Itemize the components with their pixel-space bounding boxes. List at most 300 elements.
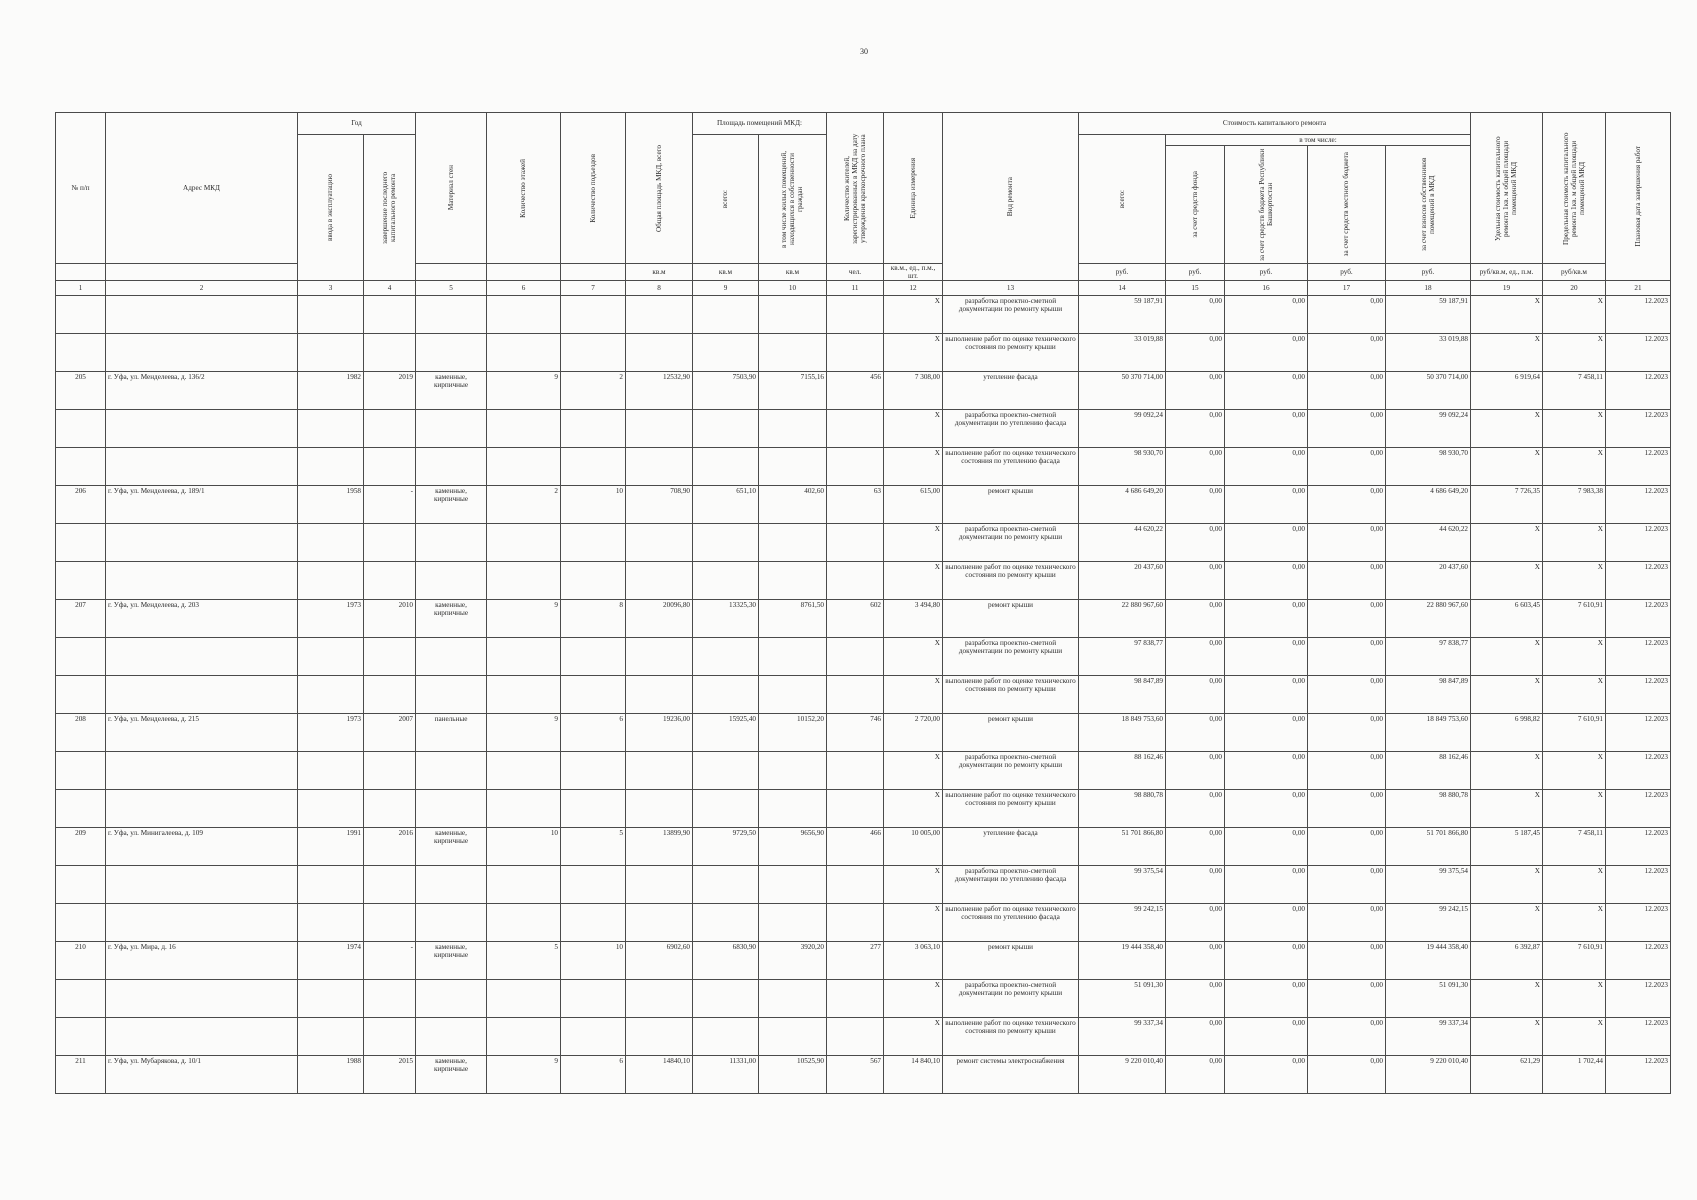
limit-cost-cell: X [1543,448,1606,486]
column-number: 11 [827,281,884,296]
address-cell [106,562,298,600]
area-residential-cell [759,296,827,334]
cost-owners-cell: 4 686 649,20 [1386,486,1471,524]
cost-local-cell: 0,00 [1308,410,1386,448]
cost-fund-cell: 0,00 [1166,980,1225,1018]
cost-owners-cell: 98 847,89 [1386,676,1471,714]
last-repair-year-cell [364,524,416,562]
total-area-cell [626,1018,693,1056]
cost-total-cell: 44 620,22 [1079,524,1166,562]
limit-cost-cell: X [1543,866,1606,904]
row-number-cell [56,524,106,562]
last-repair-year-cell: 2016 [364,828,416,866]
cost-republic-cell: 0,00 [1225,752,1308,790]
total-area-cell: 20096,80 [626,600,693,638]
page-number: 30 [860,47,868,56]
column-number: 15 [1166,281,1225,296]
cost-total-cell: 88 162,46 [1079,752,1166,790]
area-all-cell [693,562,759,600]
row-number-cell: 207 [56,600,106,638]
unit-value-cell: 2 720,00 [884,714,943,752]
cost-total-cell: 19 444 358,40 [1079,942,1166,980]
unit-cost-cell: 6 919,64 [1471,372,1543,410]
row-number-cell [56,448,106,486]
planned-date-cell: 12.2023 [1606,942,1671,980]
cost-total-cell: 20 437,60 [1079,562,1166,600]
unit-14: руб. [1079,264,1166,281]
last-repair-year-cell [364,676,416,714]
unit-cost-cell: 7 726,35 [1471,486,1543,524]
residents-cell [827,980,884,1018]
planned-date-cell: 12.2023 [1606,524,1671,562]
table-row [56,790,1671,828]
incl-header: в том числе: [1166,135,1471,146]
residents-cell: 456 [827,372,884,410]
unit-11: чел. [827,264,884,281]
residents-cell [827,1018,884,1056]
column-number: 3 [298,281,364,296]
wall-material-cell [416,334,487,372]
floors-cell [487,562,561,600]
wall-material-cell [416,904,487,942]
floors-cell [487,334,561,372]
unit-cost-cell: X [1471,790,1543,828]
total-area-cell [626,562,693,600]
commission-year-cell [298,448,364,486]
unit-cost-cell: 5 187,45 [1471,828,1543,866]
entrances-cell: 6 [561,714,626,752]
total-area-cell: 6902,60 [626,942,693,980]
col-total-area-header: Общая площадь МКД, всего [626,113,693,264]
column-number: 1 [56,281,106,296]
residents-cell [827,790,884,828]
unit-6 [487,264,561,281]
planned-date-cell: 12.2023 [1606,1018,1671,1056]
col-unit-header: Единица измерения [884,113,943,264]
table-row [56,904,1671,942]
commission-year-cell [298,1018,364,1056]
area-all-cell [693,980,759,1018]
cost-total-cell: 22 880 967,60 [1079,600,1166,638]
cost-fund-cell: 0,00 [1166,866,1225,904]
col-republic-budget-header: за счет средств бюджета Республики Башкортостан [1225,146,1308,264]
unit-value-cell: X [884,866,943,904]
address-cell: г. Уфа, ул. Менделеева, д. 215 [106,714,298,752]
area-residential-cell [759,334,827,372]
cost-fund-cell: 0,00 [1166,828,1225,866]
total-area-cell: 14840,10 [626,1056,693,1094]
repair-type-cell: выполнение работ по оценке технического состояния по утеплению фасада [943,904,1079,942]
table-row [56,486,1671,524]
area-residential-cell: 10152,20 [759,714,827,752]
unit-value-cell: X [884,676,943,714]
repair-type-cell: разработка проектно-сметной документации по ремонту крыши [943,638,1079,676]
unit-value-cell: X [884,410,943,448]
area-all-cell [693,790,759,828]
residents-cell: 277 [827,942,884,980]
residents-cell [827,296,884,334]
cost-owners-cell: 98 880,78 [1386,790,1471,828]
cost-local-cell: 0,00 [1308,600,1386,638]
cost-republic-cell: 0,00 [1225,486,1308,524]
wall-material-cell [416,790,487,828]
last-repair-year-cell: 2010 [364,600,416,638]
column-number: 18 [1386,281,1471,296]
col-residents-header: Количество жителей, зарегистрированных в МКД на дату утверждения краткосрочного плана [827,113,884,264]
cost-owners-cell: 99 242,15 [1386,904,1471,942]
cost-total-cell: 51 701 866,80 [1079,828,1166,866]
area-residential-cell [759,562,827,600]
area-residential-cell [759,410,827,448]
table-row [56,866,1671,904]
planned-date-cell: 12.2023 [1606,334,1671,372]
row-number-cell [56,638,106,676]
entrances-cell: 10 [561,486,626,524]
column-number: 12 [884,281,943,296]
column-number: 10 [759,281,827,296]
residents-cell [827,676,884,714]
commission-year-cell: 1982 [298,372,364,410]
area-all-cell [693,296,759,334]
commission-year-cell [298,904,364,942]
cost-republic-cell: 0,00 [1225,790,1308,828]
area-residential-cell [759,448,827,486]
unit-7 [561,264,626,281]
commission-year-cell [298,980,364,1018]
table-row [56,334,1671,372]
unit-value-cell: X [884,980,943,1018]
unit-cost-cell: X [1471,676,1543,714]
commission-year-cell: 1988 [298,1056,364,1094]
address-cell: г. Уфа, ул. Менделеева, д. 136/2 [106,372,298,410]
commission-year-cell: 1958 [298,486,364,524]
limit-cost-cell: X [1543,296,1606,334]
row-number-cell [56,790,106,828]
table-header [56,113,1671,296]
limit-cost-cell: 7 983,38 [1543,486,1606,524]
table-row [56,1018,1671,1056]
cost-local-cell: 0,00 [1308,904,1386,942]
residents-cell: 567 [827,1056,884,1094]
floors-cell: 9 [487,600,561,638]
planned-date-cell: 12.2023 [1606,296,1671,334]
unit-cost-cell: X [1471,1018,1543,1056]
cost-owners-cell: 33 019,88 [1386,334,1471,372]
floors-cell [487,638,561,676]
total-area-cell [626,296,693,334]
floors-cell [487,676,561,714]
area-all-cell [693,524,759,562]
cost-total-cell: 9 220 010,40 [1079,1056,1166,1094]
unit-value-cell: X [884,562,943,600]
wall-material-cell: каменные, кирпичные [416,1056,487,1094]
cost-total-cell: 99 242,15 [1079,904,1166,942]
table-row [56,828,1671,866]
row-number-cell [56,334,106,372]
repair-type-cell: разработка проектно-сметной документации по ремонту крыши [943,980,1079,1018]
column-number: 17 [1308,281,1386,296]
unit-cost-cell: X [1471,296,1543,334]
table-row [56,562,1671,600]
cost-republic-cell: 0,00 [1225,904,1308,942]
unit-value-cell: X [884,524,943,562]
unit-2 [106,264,298,281]
address-cell: г. Уфа, ул. Мубарякова, д. 10/1 [106,1056,298,1094]
repair-type-cell: выполнение работ по оценке технического состояния по ремонту крыши [943,676,1079,714]
unit-cost-cell: X [1471,752,1543,790]
commission-year-cell: 1973 [298,714,364,752]
entrances-cell [561,296,626,334]
total-area-cell: 13899,90 [626,828,693,866]
planned-date-cell: 12.2023 [1606,752,1671,790]
residents-cell [827,524,884,562]
cost-total-cell: 99 092,24 [1079,410,1166,448]
address-cell: г. Уфа, ул. Минигалеева, д. 109 [106,828,298,866]
commission-year-cell [298,334,364,372]
floors-cell [487,448,561,486]
address-cell [106,448,298,486]
repair-type-cell: разработка проектно-сметной документации по ремонту крыши [943,296,1079,334]
area-all-cell: 13325,30 [693,600,759,638]
last-repair-year-cell [364,752,416,790]
limit-cost-cell: 7 610,91 [1543,600,1606,638]
limit-cost-cell: X [1543,904,1606,942]
unit-value-cell: X [884,752,943,790]
unit-cost-cell: 6 603,45 [1471,600,1543,638]
floors-cell [487,752,561,790]
cost-owners-cell: 18 849 753,60 [1386,714,1471,752]
row-number-cell [56,980,106,1018]
cost-total-cell: 18 849 753,60 [1079,714,1166,752]
total-area-cell [626,334,693,372]
table-row [56,714,1671,752]
area-residential-cell [759,676,827,714]
cost-owners-cell: 44 620,22 [1386,524,1471,562]
cost-fund-cell: 0,00 [1166,714,1225,752]
entrances-cell [561,790,626,828]
unit-value-cell: 7 308,00 [884,372,943,410]
cost-republic-cell: 0,00 [1225,1018,1308,1056]
limit-cost-cell: X [1543,638,1606,676]
cost-local-cell: 0,00 [1308,562,1386,600]
area-residential-cell [759,980,827,1018]
column-numbers-row [56,281,1671,296]
entrances-cell: 6 [561,1056,626,1094]
residents-cell [827,866,884,904]
cost-owners-cell: 51 701 866,80 [1386,828,1471,866]
planned-date-cell: 12.2023 [1606,448,1671,486]
cost-owners-cell: 99 092,24 [1386,410,1471,448]
year-group-header: Год [298,113,416,135]
repair-type-cell: разработка проектно-сметной документации по ремонту крыши [943,524,1079,562]
planned-date-cell: 12.2023 [1606,676,1671,714]
wall-material-cell [416,410,487,448]
cost-total-cell: 59 187,91 [1079,296,1166,334]
residents-cell: 466 [827,828,884,866]
cost-total-cell: 98 930,70 [1079,448,1166,486]
unit-19: руб/кв.м, ед., п.м. [1471,264,1543,281]
table-row [56,600,1671,638]
unit-16: руб. [1225,264,1308,281]
total-area-cell [626,524,693,562]
cost-fund-cell: 0,00 [1166,600,1225,638]
limit-cost-cell: 7 610,91 [1543,942,1606,980]
repair-type-cell: выполнение работ по оценке технического состояния по ремонту крыши [943,562,1079,600]
col-planned-date-header: Плановая дата завершения работ [1606,113,1671,281]
area-residential-cell [759,904,827,942]
row-number-cell: 208 [56,714,106,752]
last-repair-year-cell [364,866,416,904]
unit-cost-cell: X [1471,448,1543,486]
cost-republic-cell: 0,00 [1225,638,1308,676]
last-repair-year-cell [364,296,416,334]
cost-republic-cell: 0,00 [1225,600,1308,638]
floors-cell: 9 [487,1056,561,1094]
address-cell: г. Уфа, ул. Менделеева, д. 189/1 [106,486,298,524]
table-row [56,1056,1671,1094]
table-body [56,296,1671,1094]
area-residential-cell [759,790,827,828]
wall-material-cell: каменные, кирпичные [416,486,487,524]
floors-cell [487,790,561,828]
limit-cost-cell: X [1543,562,1606,600]
area-all-cell: 9729,50 [693,828,759,866]
planned-date-cell: 12.2023 [1606,904,1671,942]
entrances-cell [561,334,626,372]
total-area-cell: 708,90 [626,486,693,524]
unit-9: кв.м [693,264,759,281]
cost-republic-cell: 0,00 [1225,942,1308,980]
cost-fund-cell: 0,00 [1166,638,1225,676]
repair-type-cell: ремонт крыши [943,486,1079,524]
wall-material-cell [416,448,487,486]
cost-fund-cell: 0,00 [1166,486,1225,524]
unit-cost-cell: X [1471,904,1543,942]
cost-local-cell: 0,00 [1308,524,1386,562]
area-all-cell [693,410,759,448]
residents-cell [827,448,884,486]
unit-value-cell: X [884,790,943,828]
planned-date-cell: 12.2023 [1606,714,1671,752]
cost-owners-cell: 20 437,60 [1386,562,1471,600]
unit-cost-cell: 621,29 [1471,1056,1543,1094]
unit-value-cell: 3 063,10 [884,942,943,980]
floors-cell: 5 [487,942,561,980]
repair-type-cell: ремонт крыши [943,714,1079,752]
address-cell [106,980,298,1018]
commission-year-cell [298,866,364,904]
planned-date-cell: 12.2023 [1606,372,1671,410]
cost-fund-cell: 0,00 [1166,562,1225,600]
cost-republic-cell: 0,00 [1225,524,1308,562]
residents-cell [827,638,884,676]
area-all-cell: 7503,90 [693,372,759,410]
row-number-cell [56,904,106,942]
residents-cell: 602 [827,600,884,638]
cost-republic-cell: 0,00 [1225,410,1308,448]
total-area-cell [626,980,693,1018]
column-number: 7 [561,281,626,296]
cost-local-cell: 0,00 [1308,752,1386,790]
entrances-cell: 8 [561,600,626,638]
table-row [56,638,1671,676]
unit-17: руб. [1308,264,1386,281]
commission-year-cell [298,790,364,828]
cost-owners-cell: 51 091,30 [1386,980,1471,1018]
cost-total-cell: 51 091,30 [1079,980,1166,1018]
column-number: 21 [1606,281,1671,296]
repair-type-cell: утепление фасада [943,372,1079,410]
address-cell [106,410,298,448]
limit-cost-cell: X [1543,1018,1606,1056]
floors-cell [487,524,561,562]
total-area-cell [626,752,693,790]
entrances-cell [561,676,626,714]
address-cell [106,752,298,790]
limit-cost-cell: X [1543,980,1606,1018]
column-number: 20 [1543,281,1606,296]
total-area-cell [626,904,693,942]
cost-total-cell: 99 337,34 [1079,1018,1166,1056]
last-repair-year-cell: 2019 [364,372,416,410]
cost-republic-cell: 0,00 [1225,980,1308,1018]
area-residential-cell: 7155,16 [759,372,827,410]
area-group-header: Площадь помещений МКД: [693,113,827,135]
unit-value-cell: 14 840,10 [884,1056,943,1094]
last-repair-year-cell [364,904,416,942]
col-commission-year-header: ввода в эксплуатацию [298,135,364,281]
wall-material-cell [416,676,487,714]
wall-material-cell [416,524,487,562]
limit-cost-cell: X [1543,752,1606,790]
entrances-cell: 2 [561,372,626,410]
repair-type-cell: выполнение работ по оценке технического состояния по ремонту крыши [943,1018,1079,1056]
residents-cell: 746 [827,714,884,752]
wall-material-cell [416,562,487,600]
total-area-cell [626,676,693,714]
address-cell [106,866,298,904]
area-all-cell [693,448,759,486]
total-area-cell [626,638,693,676]
cost-fund-cell: 0,00 [1166,334,1225,372]
last-repair-year-cell [364,1018,416,1056]
unit-5 [416,264,487,281]
row-number-cell: 211 [56,1056,106,1094]
planned-date-cell: 12.2023 [1606,980,1671,1018]
unit-1 [56,264,106,281]
row-number-cell: 205 [56,372,106,410]
cost-fund-cell: 0,00 [1166,1056,1225,1094]
residents-cell: 63 [827,486,884,524]
planned-date-cell: 12.2023 [1606,486,1671,524]
table-row [56,676,1671,714]
commission-year-cell [298,752,364,790]
row-number-cell [56,866,106,904]
wall-material-cell [416,980,487,1018]
entrances-cell [561,562,626,600]
limit-cost-cell: X [1543,524,1606,562]
floors-cell [487,296,561,334]
residents-cell [827,752,884,790]
column-number: 19 [1471,281,1543,296]
floors-cell: 10 [487,828,561,866]
unit-value-cell: X [884,904,943,942]
cost-republic-cell: 0,00 [1225,714,1308,752]
total-area-cell: 19236,00 [626,714,693,752]
planned-date-cell: 12.2023 [1606,790,1671,828]
col-wall-material-header: Материал стен [416,113,487,264]
last-repair-year-cell: - [364,942,416,980]
